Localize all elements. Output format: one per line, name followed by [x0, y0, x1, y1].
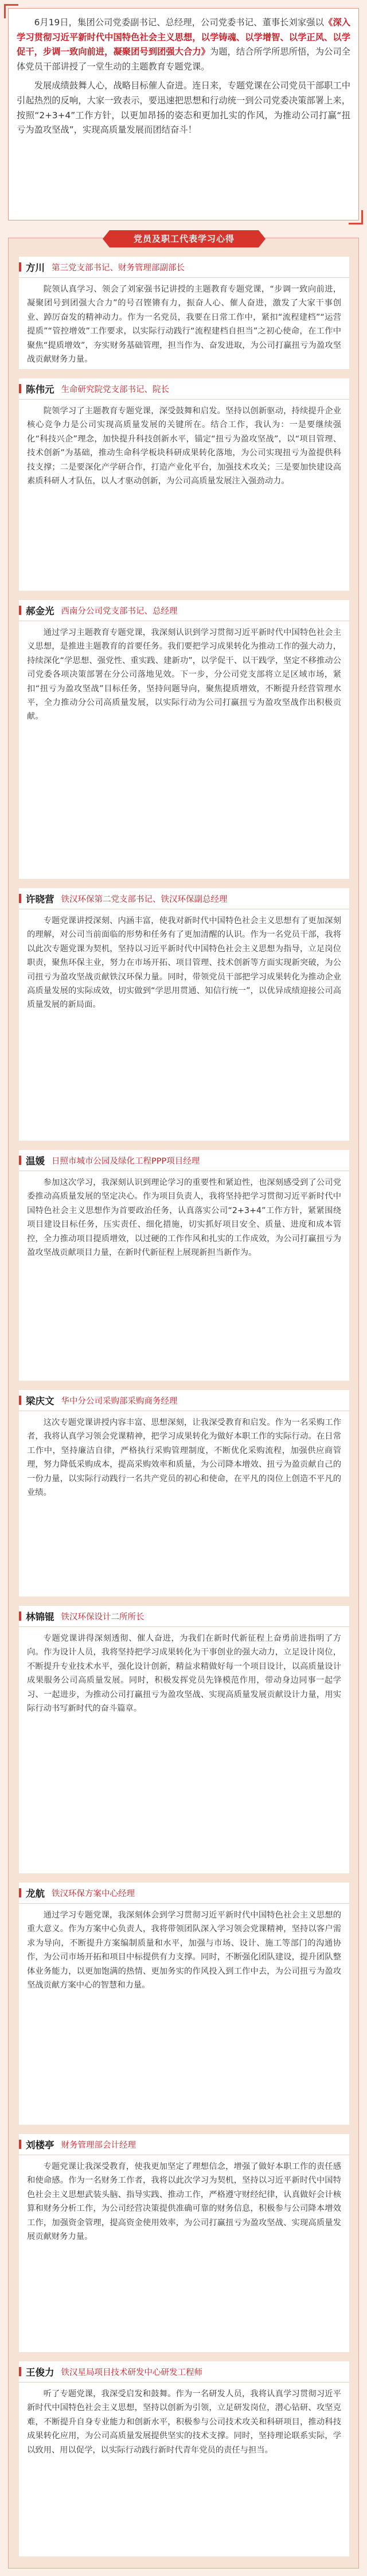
section-marker-icon: [19, 384, 21, 393]
reflections-frame: [8, 234, 359, 2569]
section-marker-icon: [19, 606, 21, 615]
section-header: [19, 888, 349, 909]
section-marker-icon: [19, 894, 21, 903]
author-title: 铁汉环保方案中心经理: [52, 1889, 135, 1899]
reflection-card: [19, 888, 349, 1141]
intro-card: [8, 8, 359, 220]
reflection-text: 听了专题党课，我深受启发和鼓舞。作为一名研发人员，我将认真学习贯彻习近平新时代中国特色社会主义思想，坚持以创新为引领，立足研发岗位，潜心钻研、攻坚克难，不断提升自身专业能力和创新水平，积极参与公司技术攻关和科研项目，推动科技成果转化应用，为公司高质量发展提供坚实的技术支撑。同时，坚持理论联系实际，学以致用、用以促学，以实际行动践行新时代青年党员的责任与担当。: [27, 2389, 341, 2455]
section-marker-icon: [19, 2140, 21, 2149]
reflection-text: 专题党课讲得深刻透彻、催人奋进，为我们在新时代新征程上奋勇前进指明了方向。作为设计人员，我将坚持把学习成果转化为干事创业的强大动力，立足设计岗位，不断提升专业技术水平，强化设计创新，精益求精做好每一个项目设计，以高质量设计成果服务公司高质量发展。同时，积极发挥党员先锋模范作用，带动身边同事一起学习、一起进步，为推动公司打赢扭亏为盈攻坚战、实现高质量发展贡献设计力量，用实际行动书写新时代的奋斗篇章。: [27, 1634, 341, 1714]
reflection-text: 通过学习主题教育专题党课，我深刻认识到学习贯彻习近平新时代中国特色社会主义思想，是推进主题教育的首要任务。我们要把学习成果转化为推动工作的强大动力，持续深化“学思想、强党性、重实践、建新功”，以学促干、以干践学，坚定不移推动公司党委各项决策部署在分公司落地见效。下一步，分公司党支部将立足区域市场，紧扣“扭亏为盈攻坚战”目标任务，坚持问题导向，聚焦提质增效，不断提升经营管理水平，全力推动分公司高质量发展，以实际行动为公司打赢扭亏为盈攻坚战作出积极贡献。: [27, 628, 341, 722]
reflection-text: 院领学习了主题教育专题党课，深受鼓舞和启发。坚持以创新驱动，持续提升企业核心竞争力是公司实现高质量发展的关键所在。结合工作，我认为：一是要继续强化“科技兴企”理念，加快提升科技创新水平，锚定“扭亏为盈攻坚战”，以“项目管理、技术创新”为基础，推动生命科学板块科研成果转化落地，为公司实现扭亏为盈提供科技支撑；二是要深化产学研合作，打造产业化平台，加强技术攻关；三是要加快建设高素质科研人才队伍，以人才驱动创新，为公司高质量发展注入强劲动力。: [27, 406, 341, 486]
section-header: [19, 1390, 349, 1411]
author-name: 许晓营: [26, 894, 54, 905]
author-name: 温媛: [26, 1156, 45, 1167]
section-marker-icon: [19, 1396, 21, 1405]
reflection-text: 参加这次学习，我深刻认识到理论学习的重要性和紧迫性，也深刻感受到了公司党委推动高质量发展的坚定决心。作为项目负责人，我将坚持把学习贯彻习近平新时代中国特色社会主义思想作为首要政治任务，认真落实公司“2+3+4”工作方针，紧紧围绕项目建设目标任务，压实责任、细化措施，切实抓好项目安全、质量、进度和成本管控，全力推动项目提质增效，以过硬的工作作风和扎实的工作成效，为公司打赢扭亏为盈攻坚战贡献项目力量，在新时代新征程上展现新担当新作为。: [27, 1178, 341, 1258]
reflection-text: 专题党课讲授深刻、内涵丰富，使我对新时代中国特色社会主义思想有了更加深刻的理解，对公司当前面临的形势和任务有了更加清醒的认识。作为一名党员干部，我将以此次专题党课为契机，坚持以习近平新时代中国特色社会主义思想为指导，立足岗位职责，聚焦环保主业，努力在市场开拓、项目管理、技术创新等方面实现新突破，为公司扭亏为盈攻坚战贡献铁汉环保力量。同时，带领党员干部把学习成果转化为推动企业高质量发展的实际成效，切实做到“学思用贯通、知信行统一”，以优异成绩迎接公司高质量发展的新局面。: [27, 916, 341, 1010]
section-header: [19, 1606, 349, 1627]
author-title: 生命研究院党支部书记、院长: [61, 385, 169, 394]
author-title: 第三党支部书记、财务管理部副部长: [52, 263, 185, 273]
lecture-title-highlight: 《深入学习贯彻习近平新时代中国特色社会主义思想，以学铸魂、以学增智、以学正风、以学促干，步调一致向前进，凝聚团号到团强大合力》: [17, 17, 350, 57]
frame-title: 党员及职工代表学习心得: [110, 230, 259, 247]
section-header: [19, 2361, 349, 2383]
reflection-card: [19, 600, 349, 879]
author-title: 铁汉环保第二党支部书记、铁汉环保副总经理: [61, 894, 228, 904]
reflection-text: 这次专题党课讲授内容丰富、思想深刻，让我深受教育和启发。作为一名采购工作者，我将认真学习领会党课精神，把学习成果转化为做好本职工作的实际行动。在日常工作中，坚持廉洁自律，严格执行采购管理制度，不断优化采购流程，加强供应商管理，努力降低采购成本，提高采购效率和质量，为公司降本增效、扭亏为盈贡献自己的一份力量，以实际行动践行一名共产党员的初心和使命，在平凡的岗位上创造不平凡的业绩。: [27, 1418, 341, 1498]
author-name: 林锦锟: [26, 1612, 54, 1622]
reflection-card: [19, 1150, 349, 1381]
author-name: 刘楼亭: [26, 2140, 54, 2151]
section-header: [19, 378, 349, 400]
section-marker-icon: [19, 2367, 21, 2376]
author-name: 王俊力: [26, 2367, 54, 2378]
author-title: 华中分公司采购部采购商务经理: [61, 1396, 178, 1406]
reflection-card: [19, 2134, 349, 2352]
author-title: 铁汉环保设计二所所长: [61, 1612, 145, 1622]
reflection-text: 院领认真学习、领会了刘家强书记讲授的主题教育专题党课，“步调一致向前进，凝聚团号到团强大合力”的号召铿锵有力，振奋人心、催人奋进，激发了大家干事创业、踔厉奋发的精神动力。作为一名党员，我要在日常工作中，紧扣“流程建档”“运营提质”“管控增效”工作要求，以实际行动践行“流程建档自担当”之初心使命，在工作中聚焦“提质增效”，夯实财务基础管理，担当作为、奋发进取，为公司打赢扭亏为盈攻坚战贡献财务力量。: [27, 285, 341, 365]
section-marker-icon: [19, 262, 21, 272]
author-name: 郝金光: [26, 606, 54, 617]
section-header: [19, 257, 349, 278]
reflection-card: [19, 1606, 349, 1873]
section-marker-icon: [19, 1612, 21, 1621]
reflection-card: [19, 2361, 349, 2556]
section-header: [19, 600, 349, 621]
intro-paragraph-1: [17, 16, 350, 74]
reflection-card: [19, 1390, 349, 1597]
section-marker-icon: [19, 1156, 21, 1165]
author-title: 西南分公司党支部书记、总经理: [61, 606, 178, 616]
section-header: [19, 2134, 349, 2155]
reflection-card: [19, 257, 349, 369]
author-title: 财务管理部会计经理: [61, 2140, 136, 2150]
author-title: 日照市城市公园及绿化工程PPP项目经理: [52, 1156, 200, 1166]
author-name: 陈伟元: [26, 384, 54, 395]
author-name: 梁庆文: [26, 1396, 54, 1407]
section-header: [19, 1882, 349, 1904]
reflection-card: [19, 378, 349, 591]
intro-text-b: 为题，结合所学所思所悟，为公司全体党员干部讲授了一堂生动的主题教育专题党课。: [17, 47, 350, 72]
section-header: [19, 1150, 349, 1171]
author-name: 方川: [26, 262, 45, 273]
reflection-text: 通过学习专题党课，我深刻体会到学习贯彻习近平新时代中国特色社会主义思想的重大意义。作为方案中心负责人，我将带领团队深入学习领会党课精神，坚持以客户需求为导向，不断提升方案编制质量和水平，加强与市场、设计、施工等部门的沟通协作，为公司市场开拓和项目中标提供有力支撑。同时，不断强化团队建设，提升团队整体业务能力，以更加饱满的热情、更加务实的作风投入到工作中去，为公司扭亏为盈攻坚战贡献方案中心的智慧和力量。: [27, 1911, 341, 1990]
intro-text-a: 6月19日，集团公司党委副书记、总经理，公司党委书记、董事长刘家强以: [34, 17, 324, 28]
intro-paragraph-2: 发展成绩鼓舞人心，战略目标催人奋进。连日来，专题党课在公司党员干部职工中引起热烈的反响，大家一致表示，要迅速把思想和行动统一到公司党委决策部署上来，按照“2+3+4”工作方针，以更加昂扬的姿态和更加扎实的作风，为推动公司打赢“扭亏为盈攻坚战”，实现高质量发展而团结奋斗！: [17, 80, 350, 135]
author-name: 龙航: [26, 1888, 45, 1899]
section-marker-icon: [19, 1888, 21, 1897]
author-title: 铁汉星局项目技术研发中心研发工程师: [61, 2368, 202, 2377]
reflection-card: [19, 1882, 349, 2125]
reflection-text: 专题党课让我深受教育，使我更加坚定了理想信念，增强了做好本职工作的责任感和使命感。作为一名财务工作者，我将以此次学习为契机，坚持以习近平新时代中国特色社会主义思想武装头脑、指导实践、推动工作，严格遵守财经纪律，认真做好会计核算和财务分析工作，为公司经营决策提供准确可靠的财务信息，积极参与公司降本增效工作，加强资金管理，提高资金使用效率，为公司打赢扭亏为盈攻坚战、实现高质量发展贡献财务力量。: [27, 2162, 341, 2242]
